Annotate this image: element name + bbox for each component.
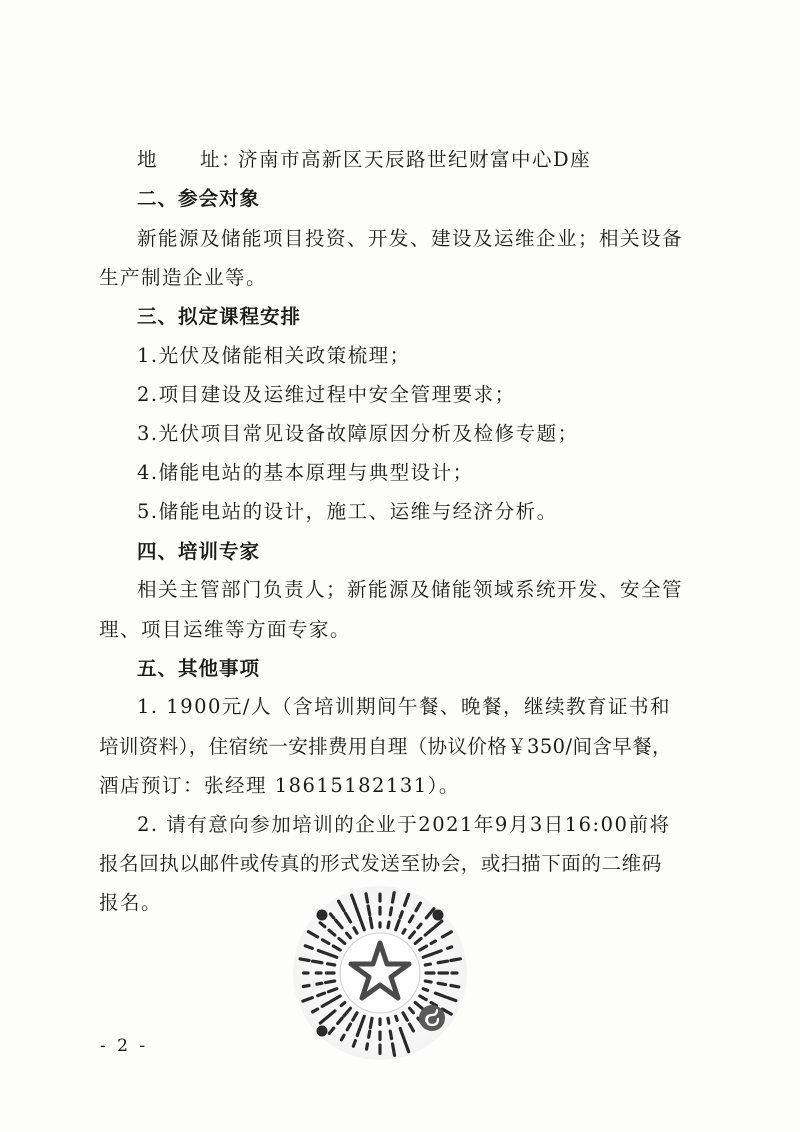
mini-program-code-icon [292, 885, 468, 1061]
qr-ray-segment [390, 908, 391, 915]
other-item-2-line-1: 2. 请有意向参加培训的企业于2021年9月3日16:00前将 [137, 813, 671, 836]
qr-ray-segment [403, 930, 405, 934]
experts-text-line-1: 相关主管部门负责人；新能源及储能领域系统开发、安全管 [137, 578, 684, 601]
qr-ray-segment [369, 1031, 370, 1037]
qr-ray-segment [317, 983, 322, 984]
qr-ray-segment [451, 986, 459, 987]
qr-ray-segment [435, 951, 441, 953]
qr-locator-dot [317, 1026, 327, 1036]
qr-ray-segment [303, 986, 309, 987]
qr-ray-segment [341, 1035, 344, 1040]
qr-ray-segment [370, 1018, 372, 1027]
section-heading-other: 五、其他事项 [137, 657, 261, 680]
course-item-2: 2.项目建设及运维过程中安全管理要求； [137, 383, 516, 406]
qr-ray-segment [390, 1031, 391, 1038]
other-item-1-line-2: 培训资料），住宿统一安排费用自理（协议价格￥350/间含早餐， [99, 735, 672, 758]
section-heading-experts: 四、培训专家 [137, 540, 261, 563]
page-number: - 2 - [100, 1036, 149, 1056]
qr-ray-segment [431, 941, 435, 944]
course-item-1: 1.光伏及储能相关政策梳理； [137, 344, 411, 367]
qr-ray-segment [448, 947, 452, 948]
other-item-2-line-2: 报名回执以邮件或传真的形式发送至协会，或扫描下面的二维码 [99, 852, 662, 875]
qr-ray-segment [353, 1041, 355, 1047]
qr-ray-segment [451, 959, 460, 961]
address-label-part-1: 地 [137, 148, 159, 171]
qr-ray-segment [423, 989, 427, 991]
course-item-5: 5.储能电站的设计，施工、运维与经济分析。 [137, 500, 558, 523]
registration-qr-code[interactable] [292, 885, 468, 1061]
qr-ray-segment [368, 906, 370, 915]
address-label-part-2: 址： [200, 148, 243, 171]
section-heading-courses: 三、拟定课程安排 [137, 305, 302, 328]
qr-ray-segment [425, 964, 430, 965]
qr-ray-segment [300, 959, 309, 961]
other-item-2-line-3: 报名。 [99, 891, 163, 914]
participants-text-line-1: 新能源及储能项目投资、开发、建设及运维企业；相关设备 [137, 227, 684, 250]
qr-ray-segment [425, 981, 431, 982]
qr-ray-segment [318, 951, 324, 953]
mini-program-logo-icon [419, 1005, 445, 1031]
qr-ray-segment [400, 912, 402, 918]
participants-text-line-2: 生产制造企业等。 [99, 266, 268, 289]
qr-ray-segment [313, 961, 322, 963]
qr-ray-segment [366, 894, 367, 902]
course-item-4: 4.储能电站的基本原理与典型设计； [137, 461, 474, 484]
qr-ray-segment [438, 983, 445, 984]
other-item-1-line-3: 酒店预订：张经理 18615182131）。 [99, 774, 460, 797]
experts-text-line-2: 理、项目运维等方面专家。 [99, 618, 352, 641]
qr-ray-segment [370, 918, 372, 928]
qr-ray-segment [328, 964, 335, 965]
qr-ray-segment [341, 1003, 345, 1006]
course-item-3: 3.光伏项目常见设备故障原因分析及检修专题； [137, 422, 579, 445]
other-item-1-line-1: 1. 1900元/人（含培训期间午餐、晚餐，继续教育证书和 [137, 695, 671, 718]
qr-ray-segment [388, 1018, 389, 1023]
qr-ray-segment [438, 961, 448, 963]
qr-ray-segment [393, 893, 395, 902]
qr-ray-segment [393, 1044, 395, 1055]
qr-locator-dot [433, 910, 443, 920]
qr-locator-dot [317, 910, 327, 920]
address-line [0, 147, 800, 173]
qr-ray-segment [388, 922, 389, 928]
address-value: 济南市高新区天辰路世纪财富中心D座 [238, 148, 592, 171]
qr-ray-segment [326, 981, 335, 983]
qr-ray-segment [367, 1044, 368, 1049]
section-heading-participants: 二、参会对象 [137, 187, 261, 210]
qr-ray-segment [396, 1016, 398, 1020]
